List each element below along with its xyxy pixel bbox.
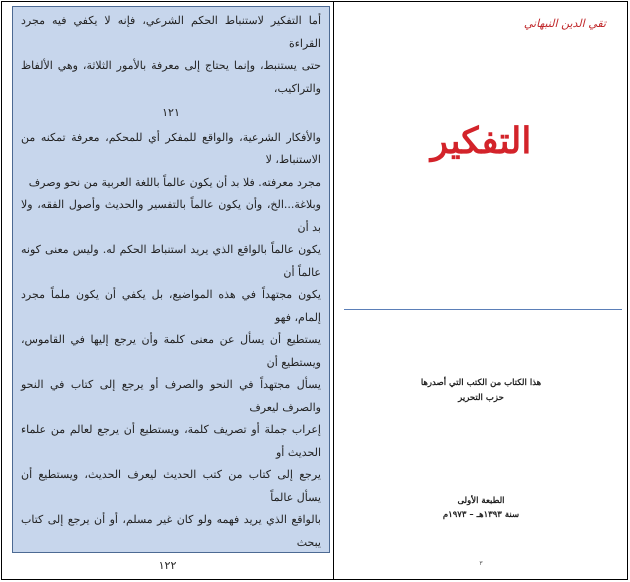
footer-mark: ٣: [479, 560, 483, 567]
left-page: [2, 2, 333, 579]
author-name: تقي الدين النبهاني: [523, 17, 606, 30]
page-number-bottom: ١٢٢: [158, 559, 177, 572]
publisher-line: حزب التحرير: [458, 393, 504, 403]
text-line: يستطيع أن يسأل عن معنى كلمة وأن يرجع إليها في القاموس، ويستطيع أن: [21, 333, 321, 369]
text-line: والأفكار الشرعية، والواقع للمفكر أي للمحكم، معرفة تمكنه من الاستنباط، لا: [21, 130, 321, 166]
text-line: بالواقع الذي يريد فهمه ولو كان غير مسلم، أو أن يرجع إلى كتاب يبحث: [21, 513, 321, 549]
publisher-note: [334, 376, 628, 406]
publisher-line: هذا الكتاب من الكتب التي أصدرها: [420, 378, 542, 388]
horizontal-rule: [344, 309, 622, 310]
text-line: أما التفكير لاستنباط الحكم الشرعي، فإنه لا يكفي فيه مجرد القراءة: [21, 14, 321, 50]
text-line: إعراب جملة أو تصريف كلمة، ويستطيع أن يرجع لعالم من علماء الحديث أو: [21, 423, 321, 459]
edition-line: الطبعة الأولى: [457, 496, 505, 506]
edition-info: [334, 494, 628, 522]
book-title: التفكير: [430, 120, 532, 162]
text-line: يرجع إلى كتاب من كتب الحديث ليعرف الحديث، ويستطيع أن يسأل عالماً: [21, 468, 321, 504]
right-page: [334, 2, 628, 579]
text-line: حتى يستنبط، وإنما يحتاج إلى معرفة بالأمور الثلاثة، وهي الألفاظ والتراكيب،: [21, 59, 321, 95]
text-line: مجرد معرفته. فلا بد أن يكون عالماً باللغة العربية من نحو وصرف: [28, 175, 321, 189]
text-line: يسأل مجتهداً في النحو والصرف أو يرجع إلى كتاب في النحو والصرف ليعرف: [21, 378, 321, 414]
page-number-mid: ١٢١: [162, 106, 180, 119]
highlighted-text-block: [12, 6, 330, 553]
text-line: يكون عالماً بالواقع الذي يريد استنباط الحكم له. وليس معنى كونه عالماً أن: [21, 243, 321, 279]
document-frame: [1, 1, 628, 580]
text-line: وبلاغة...الخ، وأن يكون عالماً بالتفسير والحديث وأصول الفقه، ولا بد أن: [21, 198, 321, 234]
text-line: يكون مجتهداً في هذه المواضيع، بل يكفي أن يكون ملماً مجرد إلمام، فهو: [21, 288, 321, 324]
edition-line: سنة ١٣٩٣هـ – ١٩٧٣م: [442, 510, 520, 520]
